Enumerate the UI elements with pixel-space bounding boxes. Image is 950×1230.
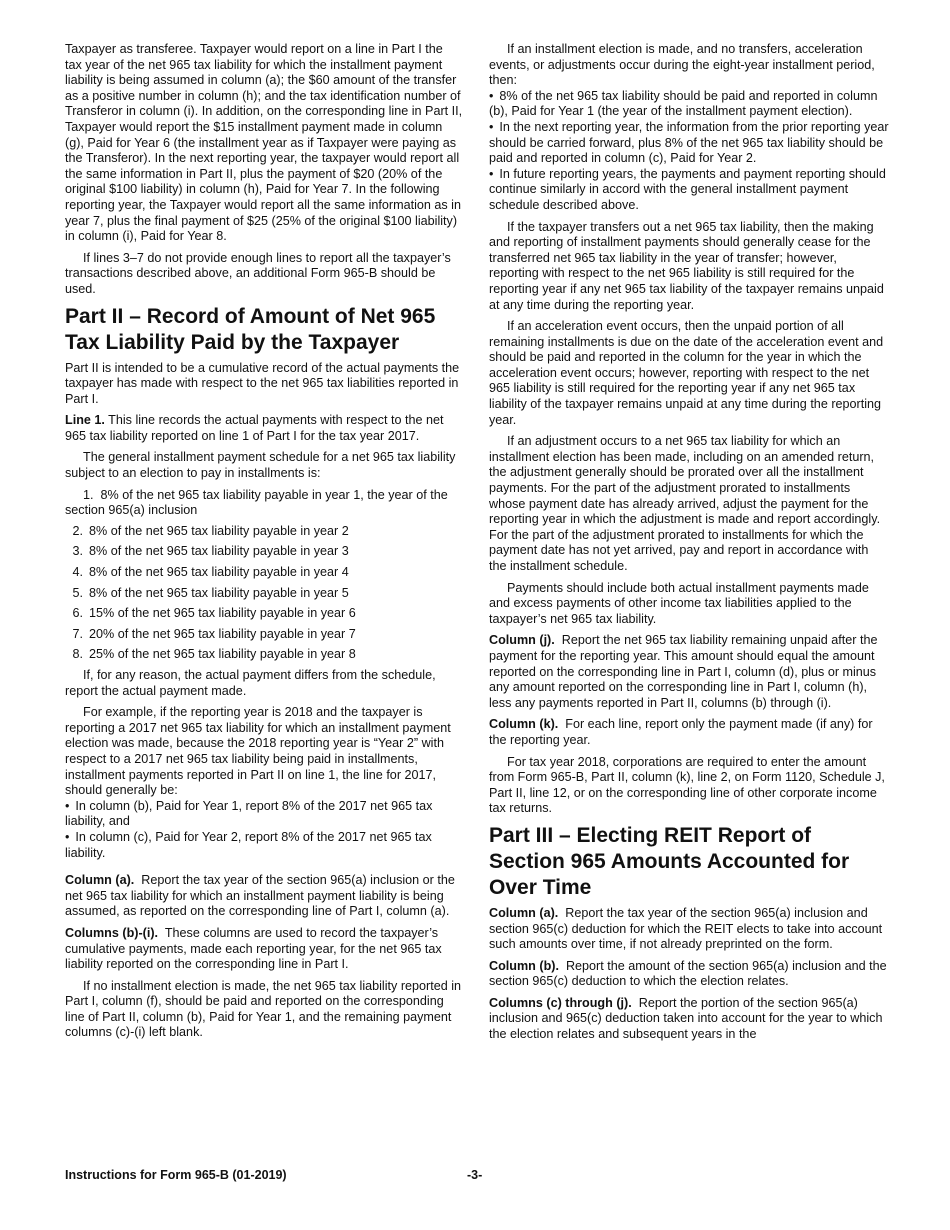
paragraph: If, for any reason, the actual payment differs from the schedule, report the actual payment made.	[65, 668, 436, 698]
schedule-item: 4. 8% of the net 965 tax liability payable in year 4	[72, 565, 349, 580]
schedule-item: 5. 8% of the net 965 tax liability payable in year 5	[72, 585, 349, 600]
paragraph: For tax year 2018, corporations are required to enter the amount from Form 965-B, Part II, column (k), line 2, on Form 1120, Schedule J, Part II, line 12, or on the corresponding line of other corporate income tax returns.	[489, 754, 885, 816]
columns-b-i-paragraph: Columns (b)-(i). These columns are used to record the taxpayer’s cumulative payments, made each reporting year, for the net 965 tax liability reported on the corresponding line in Part I.	[65, 925, 442, 972]
bullet-item: • In the next reporting year, the information from the prior reporting year should be carried forward, plus 8% of the net 965 tax liability should be paid and reported in column (c), Paid for Year 2.	[489, 120, 889, 167]
left-column	[65, 42, 463, 1047]
schedule-item: 3. 8% of the net 965 tax liability payable in year 3	[72, 544, 349, 559]
paragraph: Part II is intended to be a cumulative record of the actual payments the taxpayer has made with respect to the net 965 tax liabilities reported in Part I.	[65, 360, 460, 406]
column-b-paragraph: Column (b). Report the amount of the section 965(a) inclusion and the section 965(c) deduction to which the election relates.	[489, 958, 887, 989]
paragraph: If lines 3–7 do not provide enough lines to report all the taxpayer’s transactions described above, an additional Form 965-B should be used.	[65, 250, 451, 296]
paragraph: If no installment election is made, the net 965 tax liability reported in Part I, column (f), should be paid and reported on the corresponding line of Part II, column (b), Paid for Year 1, and the remaining payment columns (c)-(i) left blank.	[65, 978, 462, 1040]
schedule-item: 1. 8% of the net 965 tax liability payable in year 1, the year of the section 965(a) inclusion	[65, 487, 448, 518]
schedule-item: 6. 15% of the net 965 tax liability payable in year 6	[72, 606, 356, 621]
section-heading-part2: Part II – Record of Amount of Net 965 Tax Liability Paid by the Taxpayer	[65, 304, 436, 354]
line1-label: Line 1.	[65, 413, 105, 428]
bullet-item: • 8% of the net 965 tax liability should be paid and reported in column (b), Paid for Year 1 (the year of the installment payment election).	[489, 89, 889, 120]
paragraph: If the taxpayer transfers out a net 965 tax liability, then the making and reporting of installment payments should generally cease for the transferred net 965 tax liability in the year of transfer; however, reporting with respect to the net 965 liability is still required for the reporting year if any net 965 tax liability of the taxpayer remains unpaid at any time during the reporting year.	[489, 219, 884, 312]
columns-c-j-paragraph: Columns (c) through (j). Report the portion of the section 965(a) inclusion and 965(c) deduction taken into account for the year to which the election relates and subsequent years in the	[489, 995, 883, 1042]
paragraph: Payments should include both actual installment payments made and excess payments of other income tax liabilities applied to the taxpayer’s net 965 tax liability.	[489, 580, 869, 626]
line1-paragraph	[65, 413, 463, 444]
column-a-paragraph: Column (a). Report the tax year of the section 965(a) inclusion or the net 965 tax liability for which an installment payment liability is being assumed, as reported on the corresponding line of Part I, column (a).	[65, 873, 455, 919]
schedule-item: 7. 20% of the net 965 tax liability payable in year 7	[72, 626, 356, 641]
right-column	[489, 42, 889, 1049]
paragraph: If an adjustment occurs to a net 965 tax liability for which an installment election has been made, including on an amended return, the adjustment generally should be prorated over all the installment payments. For the part of the adjustment prorated to installments whose payment date has already arrived, adjust the payment for the reporting year in which the adjustment is made and report accordingly. For the part of the adjustment prorated to installments for which the payment date has not yet arrived, pay and report in accordance with the installment schedule.	[489, 434, 881, 573]
column-a-paragraph: Column (a). Report the tax year of the section 965(a) inclusion and section 965(c) deduction for which the REIT elects to take into account such amounts over time, if not already preprinted on the form.	[489, 905, 883, 952]
bullet-item: • In column (c), Paid for Year 2, report 8% of the 2017 net 965 tax liability.	[65, 830, 463, 861]
paragraph: If an acceleration event occurs, then the unpaid portion of all remaining installments is due on the date of the acceleration event and should be paid and reported in the column for the year in which the acceleration event occurs; however, reporting with respect to the net 965 liability is still required for the reporting year if any net 965 tax liability of the taxpayer remains unpaid at any time during the reporting year.	[489, 319, 884, 427]
column-j-paragraph: Column (j). Report the net 965 tax liability remaining unpaid after the payment for the reporting year. This amount should equal the amount reported on the corresponding line in Part I, column (d), plus or minus any amount reported on the corresponding line in Part I, column (h), less any payments reported in Part II, columns (b) through (i).	[489, 633, 878, 710]
paragraph: The general installment payment schedule for a net 965 tax liability subject to an election to pay in installments is:	[65, 450, 456, 481]
column-k-paragraph: Column (k). For each line, report only the payment made (if any) for the reporting year.	[489, 717, 873, 747]
page-footer	[65, 1168, 885, 1182]
paragraph: Taxpayer as transferee. Taxpayer would report on a line in Part I the tax year of the net 965 tax liability for which the installment payment liability is being assumed in column (a); the $60 amount of the transfer as a positive number in column (h); and the tax identification number of Transferor in column (i). In addition, on the corresponding line in Part II, Taxpayer would report the $15 installment payment made in column (g), Paid for Year 6 (the installment year as if Taxpayer were paying as the Transferor). In the next reporting year, the taxpayer would report all the same information in Part II, plus the payment of $20 (20% of the original $100 liability) in column (h), Paid for Year 7. In the following reporting year, the Taxpayer would report all the same information as in year 7, plus the final payment of $25 (25% of the original $100 liability) in column (i), Paid for Year 8.	[65, 42, 463, 244]
paragraph: For example, if the reporting year is 2018 and the taxpayer is reporting a 2017 net 965 tax liability for which an installment payment election was made, because the 2018 reporting year is “Year 2” with respect to a 2017 net 965 tax liability being paid in installments, installment payments reported in Part II on line 1, the line for 2017, should generally be:	[65, 705, 451, 798]
bullet-item: • In future reporting years, the payments and payment reporting should continue similarly in accord with the general installment payment schedule described above.	[489, 167, 889, 214]
bullet-item: • In column (b), Paid for Year 1, report 8% of the 2017 net 965 tax liability, and	[65, 799, 463, 830]
page-number: -3-	[467, 1168, 483, 1182]
footer-title: Instructions for Form 965-B (01-2019)	[65, 1168, 287, 1182]
line1-text: This line records the actual payments with respect to the net 965 tax liability reported on line 1 of Part I for the tax year 2017.	[65, 413, 444, 443]
schedule-item: 2. 8% of the net 965 tax liability payable in year 2	[72, 523, 349, 538]
section-heading-part3: Part III – Electing REIT Report of Section 965 Amounts Accounted for Over Time	[489, 823, 850, 899]
paragraph: If an installment election is made, and no transfers, acceleration events, or adjustments occur during the eight-year installment period, then:	[489, 42, 875, 88]
schedule-item: 8. 25% of the net 965 tax liability payable in year 8	[72, 647, 356, 662]
